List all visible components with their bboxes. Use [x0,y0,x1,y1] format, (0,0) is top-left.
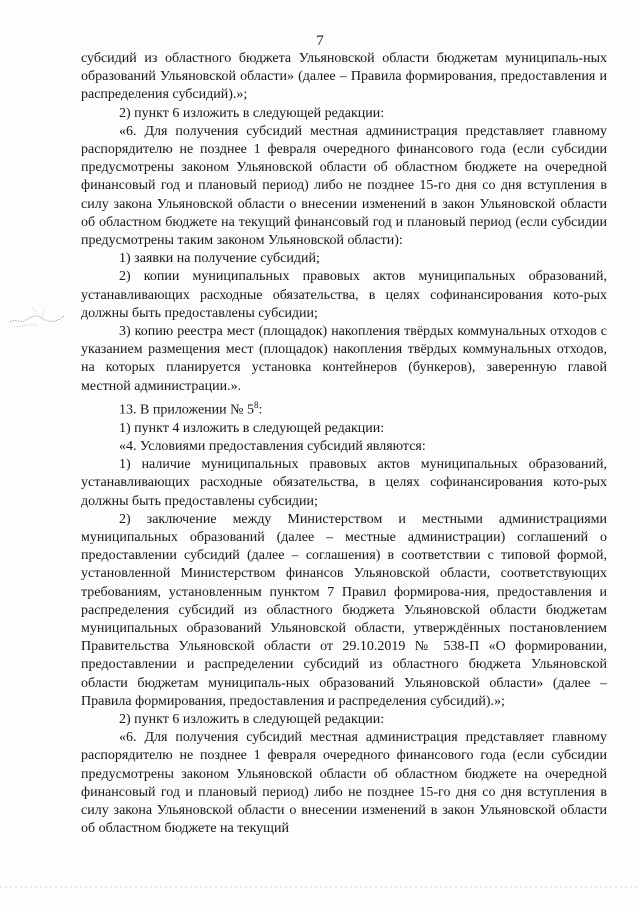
paragraph-13: «6. Для получения субсидий местная администрация представляет главному распорядителю не позднее 1 февраля очередного финансового года (если субсидии предусмотрены законом Ульяновской области об областном бюджете на очередной финансовый год и плановый период) либо не позднее 15-го дня со дня вступления в силу закона Ульяновской области о внесении изменений в закон Ульяновской области об областном бюджете на текущий [81,730,607,837]
paragraph-10: 1) наличие муниципальных правовых актов муниципальных образований, устанавливающих расходные обязательства, в целях софинансирования кото-рых должны быть предоставлены субсидии; [81,457,607,509]
paragraph-1: субсидий из областного бюджета Ульяновской области бюджетам муниципаль-ных образований Ульяновской области» (далее – Правила формирования, предоставления и распределения субсидий).»; [81,51,607,103]
paragraph-11: 2) заключение между Министерством и местными администрациями муниципальных образований (далее – местные администрации) соглашений о предоставлении субсидий (далее – соглашения) в соответствии с типовой формой, установленной Министерством финансов Ульяновской области, соответствующих требованиям, установленным пунктом 7 Правил формирова-ния, предоставления и распределения субсидий из областного бюджета Ульяновской области бюджетам муниципальных образований Ульяновской области, утверждённых постановлением Правительства Ульяновской области от 29.10.2019 № 538-П «О формировании, предоставлении и распределении субсидий из областного бюджета Ульяновской области бюджетам муниципаль-ных образований Ульяновской области» (далее – Правила формирования, предоставления и распределения субсидий).»; [81,511,607,709]
page-number: 7 [316,33,324,49]
paragraph-7-suffix: : [258,402,263,418]
scan-edge-line [0,885,640,889]
paragraph-4: 1) заявки на получение субсидий; [119,251,320,267]
margin-scribble-mark [8,300,66,336]
paragraph-7-superscript: 8 [254,399,259,410]
paragraph-2: 2) пункт 6 изложить в следующей редакции: [119,105,385,121]
paragraph-7 [81,396,607,420]
paragraph-6: 3) копию реестра мест (площадок) накопления твёрдых коммунальных отходов с указанием размещения мест (площадок) накопления твёрдых коммунальных отходов, на которых планируется установка контейнеров (бункеров), заверенную главой местной администрации.». [81,324,607,394]
paragraph-7-text: 13. В приложении № 5 [119,402,254,418]
paragraph-5: 2) копии муниципальных правовых актов муниципальных образований, устанавливающих расходные обязательства, в целях софинансирования кото-рых должны быть предоставлены субсидии; [81,269,607,321]
paragraph-8: 1) пункт 4 изложить в следующей редакции: [119,420,385,436]
paragraph-3: «6. Для получения субсидий местная администрация представляет главному распорядителю не позднее 1 февраля очередного финансового года (если субсидии предусмотрены законом Ульяновской области об областном бюджете на очередной финансовый год и плановый период) либо не позднее 15-го дня со дня вступления в силу закона Ульяновской области о внесении изменений в закон Ульяновской области об областном бюджете на текущий финансовый год и плановый период (если субсидии предусмотрены таким законом Ульяновской области): [81,123,607,249]
paragraph-9: «4. Условиями предоставления субсидий являются: [119,438,426,454]
document-body [81,50,607,838]
paragraph-12: 2) пункт 6 изложить в следующей редакции: [119,711,385,727]
